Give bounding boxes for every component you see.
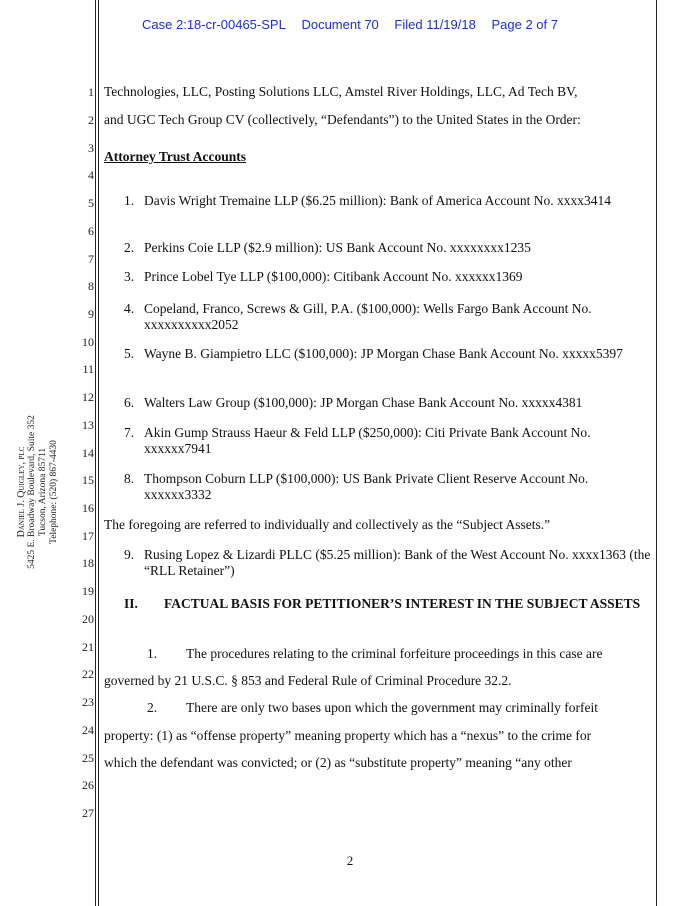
body-line-2: and UGC Tech Group CV (collectively, “Defendants”) to the United States in the Order: <box>104 112 581 127</box>
filed-date: Filed 11/19/18 <box>394 17 476 32</box>
line-number: 14 <box>82 446 94 460</box>
line-number: 25 <box>82 751 94 765</box>
account-item <box>124 547 654 579</box>
section-number: II. <box>124 596 138 611</box>
line-number: 26 <box>82 778 94 792</box>
line-number: 19 <box>82 584 94 598</box>
page-number: 2 <box>346 853 354 868</box>
firm-name: Daniel J. Quigley, plc <box>16 446 27 538</box>
page-count: Page 2 of 7 <box>491 17 558 32</box>
line-number: 12 <box>82 390 94 404</box>
para2-line1: There are only two bases upon which the government may criminally forfeit <box>186 700 598 715</box>
account-number-label: 1. <box>124 193 135 208</box>
account-item <box>124 395 654 411</box>
line-number: 8 <box>88 279 94 293</box>
foregoing-sentence: The foregoing are referred to individually and collectively as the “Subject Assets.” <box>104 517 551 532</box>
account-text: Rusing Lopez & Lizardi PLLC ($5.25 million): Bank of the West Account No. xxxx1363 (the “RLL Retainer”) <box>144 547 651 578</box>
account-number-label: 6. <box>124 395 135 410</box>
account-number-label: 5. <box>124 346 135 361</box>
para2-line2: property: (1) as “offense property” meaning property which has a “nexus” to the crime for <box>104 728 592 743</box>
account-text: Perkins Coie LLP ($2.9 million): US Bank Account No. xxxxxxxx1235 <box>144 240 531 255</box>
line-number: 4 <box>88 168 94 182</box>
line-number: 22 <box>82 667 94 681</box>
para2-line3: which the defendant was convicted; or (2) as “substitute property” meaning “any other <box>104 755 572 770</box>
account-text: Davis Wright Tremaine LLP ($6.25 million): Bank of America Account No. xxxx3414 <box>144 193 612 208</box>
account-text: Wayne B. Giampietro LLC ($100,000): JP Morgan Chase Bank Account No. xxxxx5397 <box>144 346 623 361</box>
case-number: Case 2:18-cr-00465-SPL <box>142 17 286 32</box>
account-text: Copeland, Franco, Screws & Gill, P.A. ($100,000): Wells Fargo Bank Account No. xxxxxxxxxx2052 <box>144 301 592 332</box>
case-header <box>0 17 700 32</box>
line-number: 9 <box>88 307 94 321</box>
left-margin-rule-outer <box>95 0 96 906</box>
line-number: 7 <box>88 252 94 266</box>
line-number: 21 <box>82 640 94 654</box>
line-number: 20 <box>82 612 94 626</box>
left-margin-rule-inner <box>98 0 99 906</box>
account-item <box>124 425 654 457</box>
line-number: 17 <box>82 529 94 543</box>
line-number: 1 <box>88 85 94 99</box>
body-line-1: Technologies, LLC, Posting Solutions LLC, Amstel River Holdings, LLC, Ad Tech BV, <box>104 84 578 99</box>
account-number-label: 4. <box>124 301 135 316</box>
account-number-label: 8. <box>124 471 135 486</box>
line-number: 24 <box>82 723 94 737</box>
account-number-label: 2. <box>124 240 135 255</box>
account-text: Thompson Coburn LLP ($100,000): US Bank Private Client Reserve Account No. xxxxxx3332 <box>144 471 589 502</box>
line-number: 16 <box>82 501 94 515</box>
para1-line1: The procedures relating to the criminal forfeiture proceedings in this case are <box>186 646 603 661</box>
account-item <box>124 301 654 333</box>
firm-telephone: Telephone: (520) 867-4430 <box>49 440 59 544</box>
firm-sidebar <box>8 380 68 580</box>
para-number: 2. <box>147 700 158 715</box>
account-number-label: 3. <box>124 269 135 284</box>
line-number: 13 <box>82 418 94 432</box>
para-number: 1. <box>147 646 158 661</box>
line-number: 5 <box>88 196 94 210</box>
account-item <box>124 240 654 256</box>
section-heading <box>124 596 654 612</box>
line-number: 15 <box>82 473 94 487</box>
firm-address-line1: 5425 E. Broadway Boulevard, Suite 352 <box>27 415 37 569</box>
line-number: 10 <box>82 335 94 349</box>
account-text: Prince Lobel Tye LLP ($100,000): Citibank Account No. xxxxxx1369 <box>144 269 523 284</box>
para1-line2: governed by 21 U.S.C. § 853 and Federal Rule of Criminal Procedure 32.2. <box>104 673 512 688</box>
account-item <box>124 269 654 285</box>
firm-address-line2: Tucson, Arizona 85711 <box>38 447 48 537</box>
line-number: 3 <box>88 141 94 155</box>
attorney-trust-heading: Attorney Trust Accounts <box>104 149 246 164</box>
right-margin-rule <box>656 0 657 906</box>
section-title: FACTUAL BASIS FOR PETITIONER’S INTEREST IN THE SUBJECT ASSETS <box>164 596 641 611</box>
line-number: 18 <box>82 556 94 570</box>
document-number: Document 70 <box>301 17 379 32</box>
account-number-label: 7. <box>124 425 135 440</box>
account-number-label: 9. <box>124 547 135 562</box>
account-item <box>124 193 654 209</box>
line-number: 6 <box>88 224 94 238</box>
line-number: 23 <box>82 695 94 709</box>
account-item <box>124 471 654 503</box>
line-number: 2 <box>88 113 94 127</box>
account-text: Walters Law Group ($100,000): JP Morgan Chase Bank Account No. xxxxx4381 <box>144 395 583 410</box>
account-item <box>124 346 654 362</box>
line-number: 11 <box>82 362 94 376</box>
line-number: 27 <box>82 806 94 820</box>
account-text: Akin Gump Strauss Haeur & Feld LLP ($250,000): Citi Private Bank Account No. xxxxxx7941 <box>144 425 591 456</box>
